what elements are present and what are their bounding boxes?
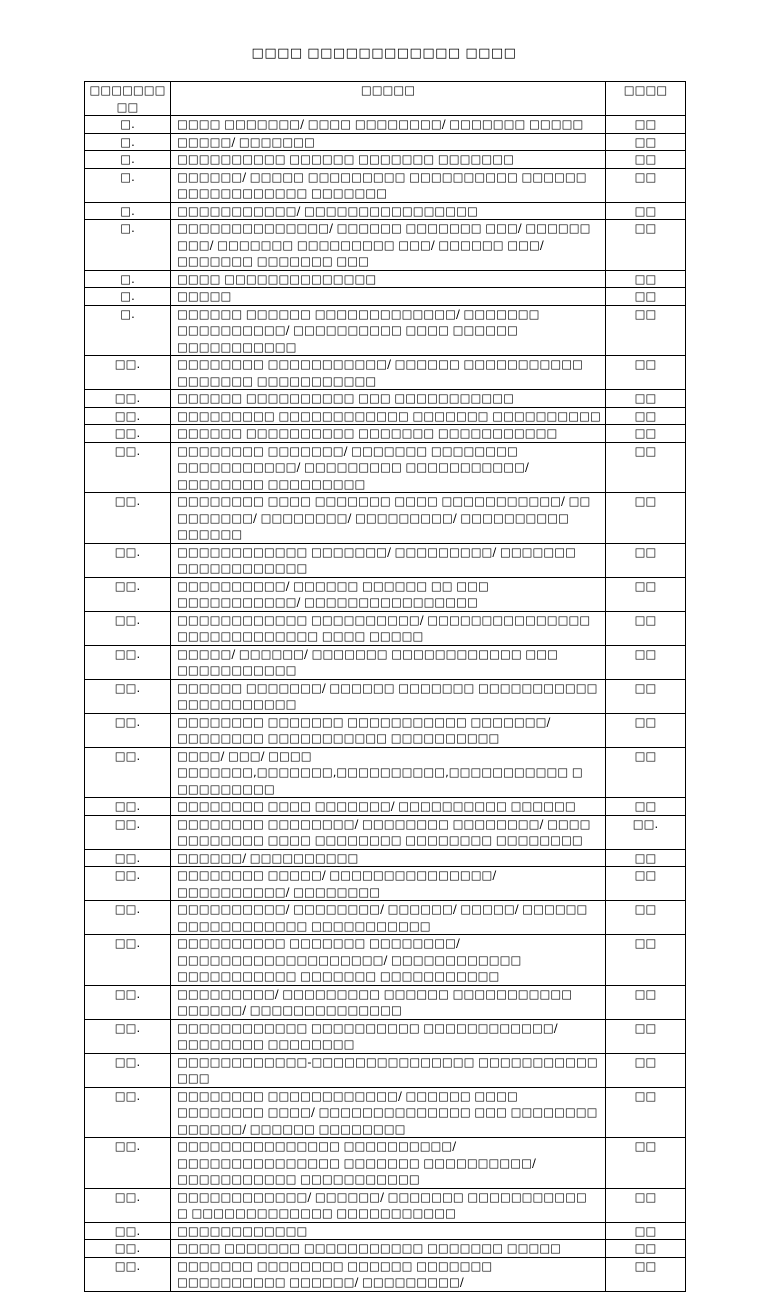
serial-cell: □.	[85, 116, 171, 134]
header-page: □□□□	[606, 82, 686, 116]
serial-cell: □□.	[85, 747, 171, 798]
page-number-cell: □□	[606, 151, 686, 169]
page-number-cell: □□	[606, 1053, 686, 1087]
subject-cell: □□□□□□□□□□□□□□/ □□□□□□ □□□□□□□ □□□/ □□□□□□ □□□/ □□□□□□□ □□□□□□□□□ □□□/ □□□□□□ □□□/ □□□□□□□ □□□□□□□ □□□	[171, 220, 606, 271]
table-row	[85, 356, 686, 390]
subject-cell: □□□□□□□□ □□□□□□□ □□□□□□□□□□□ □□□□□□□/ □□□□□□□□ □□□□□□□□□□□ □□□□□□□□□□	[171, 713, 606, 747]
page-number-cell: □□	[606, 407, 686, 425]
page-number-cell: □□	[606, 390, 686, 408]
page-number-cell: □□	[606, 442, 686, 493]
subject-cell: □□□□□□□□□ □□□□□□□□□□□□ □□□□□□□ □□□□□□□□□□	[171, 407, 606, 425]
page-number-cell: □□	[606, 1240, 686, 1258]
table-row	[85, 168, 686, 202]
serial-cell: □.	[85, 151, 171, 169]
subject-cell: □□□□□□□□ □□□□□□□/ □□□□□□□ □□□□□□□□ □□□□□□□□□□□/ □□□□□□□□□ □□□□□□□□□□□/ □□□□□□□□ □□□□□□□□□	[171, 442, 606, 493]
subject-cell: □□□□□□□□□□/ □□□□□□ □□□□□□ □□ □□□ □□□□□□□□□□□/ □□□□□□□□□□□□□□□□	[171, 577, 606, 611]
serial-cell: □□.	[85, 849, 171, 867]
serial-cell: □□.	[85, 1257, 171, 1291]
serial-cell: □□.	[85, 543, 171, 577]
page-number-cell: □□	[606, 168, 686, 202]
table-row	[85, 815, 686, 849]
serial-cell: □□.	[85, 611, 171, 645]
page-number-cell: □□	[606, 288, 686, 306]
table-row	[85, 220, 686, 271]
serial-cell: □□.	[85, 1240, 171, 1258]
subject-cell: □□□□□□□□□□□□ □□□□□□□/ □□□□□□□□□/ □□□□□□□ □□□□□□□□□□□□	[171, 543, 606, 577]
page-number-cell: □□	[606, 798, 686, 816]
page-number-cell: □□	[606, 713, 686, 747]
serial-cell: □.	[85, 288, 171, 306]
table-row	[85, 425, 686, 443]
serial-cell: □□.	[85, 442, 171, 493]
subject-cell: □□□□□□□□□□□□/ □□□□□□/ □□□□□□□ □□□□□□□□□□□ □ □□□□□□□□□□□□□ □□□□□□□□□□□	[171, 1188, 606, 1222]
serial-cell: □□.	[85, 1222, 171, 1240]
subject-cell: □□□□□□□□□□□□-□□□□□□□□□□□□□□□ □□□□□□□□□□□ □□□	[171, 1053, 606, 1087]
page-number-cell: □□	[606, 1222, 686, 1240]
table-row	[85, 493, 686, 544]
subject-cell: □□□□□□□□□□□□ □□□□□□□□□□ □□□□□□□□□□□□/ □□□□□□□□ □□□□□□□□	[171, 1019, 606, 1053]
serial-cell: □□.	[85, 425, 171, 443]
subject-cell: □□□□□□□□ □□□□□□□□/ □□□□□□□□ □□□□□□□□/ □□□□ □□□□□□□□ □□□□ □□□□□□□□ □□□□□□□□ □□□□□□□□	[171, 815, 606, 849]
page-number-cell: □□	[606, 1257, 686, 1291]
table-row	[85, 151, 686, 169]
table-body	[85, 116, 686, 1292]
page-number-cell: □□	[606, 116, 686, 134]
subject-cell: □□□□□□□□ □□□□□/ □□□□□□□□□□□□□□□/ □□□□□□□□□□/ □□□□□□□□	[171, 867, 606, 901]
serial-cell: □.	[85, 270, 171, 288]
page-number-cell: □□	[606, 901, 686, 935]
subject-cell: □□□□□	[171, 288, 606, 306]
table-row	[85, 270, 686, 288]
page-number-cell: □□	[606, 1188, 686, 1222]
subject-cell: □□□□□□□□□□ □□□□□□□ □□□□□□□□/ □□□□□□□□□□□□□□□□□□□/ □□□□□□□□□□□□ □□□□□□□□□□□ □□□□□□□ □□□□□□□□□□□	[171, 935, 606, 986]
subject-cell: □□□□□□□□□□□□□□□ □□□□□□□□□□/ □□□□□□□□□□□□□□□ □□□□□□□ □□□□□□□□□□/ □□□□□□□□□□□ □□□□□□□□□□□	[171, 1138, 606, 1189]
page-number-cell: □□	[606, 867, 686, 901]
serial-cell: □□.	[85, 1188, 171, 1222]
table-row	[85, 713, 686, 747]
page-number-cell: □□	[606, 356, 686, 390]
subject-cell: □□□□□□ □□□□□□ □□□□□□□□□□□□□/ □□□□□□□ □□□□□□□□□□/ □□□□□□□□□□ □□□□ □□□□□□ □□□□□□□□□□□	[171, 305, 606, 356]
header-subject: □□□□□	[171, 82, 606, 116]
serial-cell: □□.	[85, 493, 171, 544]
serial-cell: □□.	[85, 815, 171, 849]
page-number-cell: □□	[606, 577, 686, 611]
serial-cell: □□.	[85, 901, 171, 935]
serial-cell: □□.	[85, 356, 171, 390]
page-number-cell: □□	[606, 1019, 686, 1053]
table-row	[85, 543, 686, 577]
subject-cell: □□□□ □□□□□□□□□□□□□□	[171, 270, 606, 288]
page-number-cell: □□	[606, 679, 686, 713]
page-number-cell: □□.	[606, 815, 686, 849]
subject-cell: □□□□□□/ □□□□□ □□□□□□□□□ □□□□□□□□□□ □□□□□□ □□□□□□□□□□□□ □□□□□□□	[171, 168, 606, 202]
subject-cell: □□□□□□ □□□□□□□□□□ □□□□□□□ □□□□□□□□□□□	[171, 425, 606, 443]
table-row	[85, 1019, 686, 1053]
table-row	[85, 645, 686, 679]
subject-cell: □□□□□□□□□□ □□□□□□ □□□□□□□ □□□□□□□	[171, 151, 606, 169]
serial-cell: □.	[85, 133, 171, 151]
serial-cell: □□.	[85, 679, 171, 713]
serial-cell: □□.	[85, 1053, 171, 1087]
contents-table	[84, 81, 686, 1292]
serial-cell: □□.	[85, 390, 171, 408]
subject-cell: □□□□□□□□ □□□□ □□□□□□□ □□□□ □□□□□□□□□□□/ □□ □□□□□□□/ □□□□□□□□/ □□□□□□□□□/ □□□□□□□□□□ □□□□□□	[171, 493, 606, 544]
subject-cell: □□□□□□□□ □□□□ □□□□□□□/ □□□□□□□□□□ □□□□□□	[171, 798, 606, 816]
page-number-cell: □□	[606, 849, 686, 867]
subject-cell: □□□□□□□□ □□□□□□□□□□□/ □□□□□□ □□□□□□□□□□□ □□□□□□□ □□□□□□□□□□□	[171, 356, 606, 390]
subject-cell: □□□□ □□□□□□□/ □□□□ □□□□□□□□/ □□□□□□□ □□□□□	[171, 116, 606, 134]
serial-cell: □.	[85, 305, 171, 356]
subject-cell: □□□□□□ □□□□□□□□□□ □□□ □□□□□□□□□□□	[171, 390, 606, 408]
table-row	[85, 798, 686, 816]
page-number-cell: □□	[606, 645, 686, 679]
table-row	[85, 116, 686, 134]
subject-cell: □□□□□□ □□□□□□□/ □□□□□□ □□□□□□□ □□□□□□□□□□□ □□□□□□□□□□□	[171, 679, 606, 713]
table-row	[85, 935, 686, 986]
table-row	[85, 1240, 686, 1258]
table-row	[85, 202, 686, 220]
page-number-cell: □□	[606, 493, 686, 544]
subject-cell: □□□□□/ □□□□□□□	[171, 133, 606, 151]
table-row	[85, 305, 686, 356]
table-row	[85, 407, 686, 425]
serial-cell: □□.	[85, 798, 171, 816]
serial-cell: □□.	[85, 1087, 171, 1138]
serial-cell: □.	[85, 168, 171, 202]
table-row	[85, 133, 686, 151]
table-row	[85, 1257, 686, 1291]
subject-cell: □□□□ □□□□□□□ □□□□□□□□□□□ □□□□□□□ □□□□□	[171, 1240, 606, 1258]
table-row	[85, 1053, 686, 1087]
serial-cell: □□.	[85, 1019, 171, 1053]
page-title: □□□□ □□□□□□□□□□□□ □□□□	[251, 46, 517, 61]
subject-cell: □□□□□□□ □□□□□□□□ □□□□□□ □□□□□□□ □□□□□□□□□□ □□□□□□/ □□□□□□□□□/	[171, 1257, 606, 1291]
serial-cell: □□.	[85, 985, 171, 1019]
serial-cell: □□.	[85, 713, 171, 747]
page-number-cell: □□	[606, 543, 686, 577]
serial-cell: □□.	[85, 645, 171, 679]
serial-cell: □□.	[85, 577, 171, 611]
table-row	[85, 577, 686, 611]
table-row	[85, 611, 686, 645]
table-row	[85, 1138, 686, 1189]
page-number-cell: □□	[606, 935, 686, 986]
table-row	[85, 390, 686, 408]
subject-cell: □□□□□□/ □□□□□□□□□□	[171, 849, 606, 867]
page-number-cell: □□	[606, 985, 686, 1019]
subject-cell: □□□□/ □□□/ □□□□ □□□□□□□,□□□□□□□,□□□□□□□□□□,□□□□□□□□□□□ □ □□□□□□□□□	[171, 747, 606, 798]
page-number-cell: □□	[606, 1087, 686, 1138]
serial-cell: □□.	[85, 407, 171, 425]
subject-cell: □□□□□□□□□□□□	[171, 1222, 606, 1240]
header-serial: □□□□□□□ □□	[85, 82, 171, 116]
subject-cell: □□□□□□□□□□□□ □□□□□□□□□□/ □□□□□□□□□□□□□□□ □□□□□□□□□□□□□ □□□□ □□□□□	[171, 611, 606, 645]
subject-cell: □□□□□/ □□□□□□/ □□□□□□□ □□□□□□□□□□□□ □□□ □□□□□□□□□□□	[171, 645, 606, 679]
table-header-row	[85, 82, 686, 116]
page-number-cell: □□	[606, 133, 686, 151]
table-row	[85, 985, 686, 1019]
subject-cell: □□□□□□□□ □□□□□□□□□□□□/ □□□□□□ □□□□ □□□□□□□□ □□□□/ □□□□□□□□□□□□□□ □□□ □□□□□□□□ □□□□□□/ □□□□□□ □□□□□□□□	[171, 1087, 606, 1138]
table-row	[85, 747, 686, 798]
serial-cell: □□.	[85, 867, 171, 901]
page-number-cell: □□	[606, 611, 686, 645]
page-number-cell: □□	[606, 305, 686, 356]
table-row	[85, 1188, 686, 1222]
page-number-cell: □□	[606, 270, 686, 288]
page-number-cell: □□	[606, 202, 686, 220]
table-row	[85, 901, 686, 935]
table-row	[85, 867, 686, 901]
serial-cell: □.	[85, 220, 171, 271]
subject-cell: □□□□□□□□□/ □□□□□□□□□ □□□□□□ □□□□□□□□□□□ □□□□□□/ □□□□□□□□□□□□□□	[171, 985, 606, 1019]
page-number-cell: □□	[606, 220, 686, 271]
table-row	[85, 442, 686, 493]
serial-cell: □□.	[85, 935, 171, 986]
table-row	[85, 679, 686, 713]
page-number-cell: □□	[606, 425, 686, 443]
table-row	[85, 1222, 686, 1240]
page-number-cell: □□	[606, 1138, 686, 1189]
serial-cell: □□.	[85, 1138, 171, 1189]
table-row	[85, 1087, 686, 1138]
subject-cell: □□□□□□□□□□/ □□□□□□□□/ □□□□□□/ □□□□□/ □□□□□□ □□□□□□□□□□□□ □□□□□□□□□□□	[171, 901, 606, 935]
table-row	[85, 288, 686, 306]
subject-cell: □□□□□□□□□□□/ □□□□□□□□□□□□□□□□	[171, 202, 606, 220]
serial-cell: □.	[85, 202, 171, 220]
page-number-cell: □□	[606, 747, 686, 798]
table-row	[85, 849, 686, 867]
